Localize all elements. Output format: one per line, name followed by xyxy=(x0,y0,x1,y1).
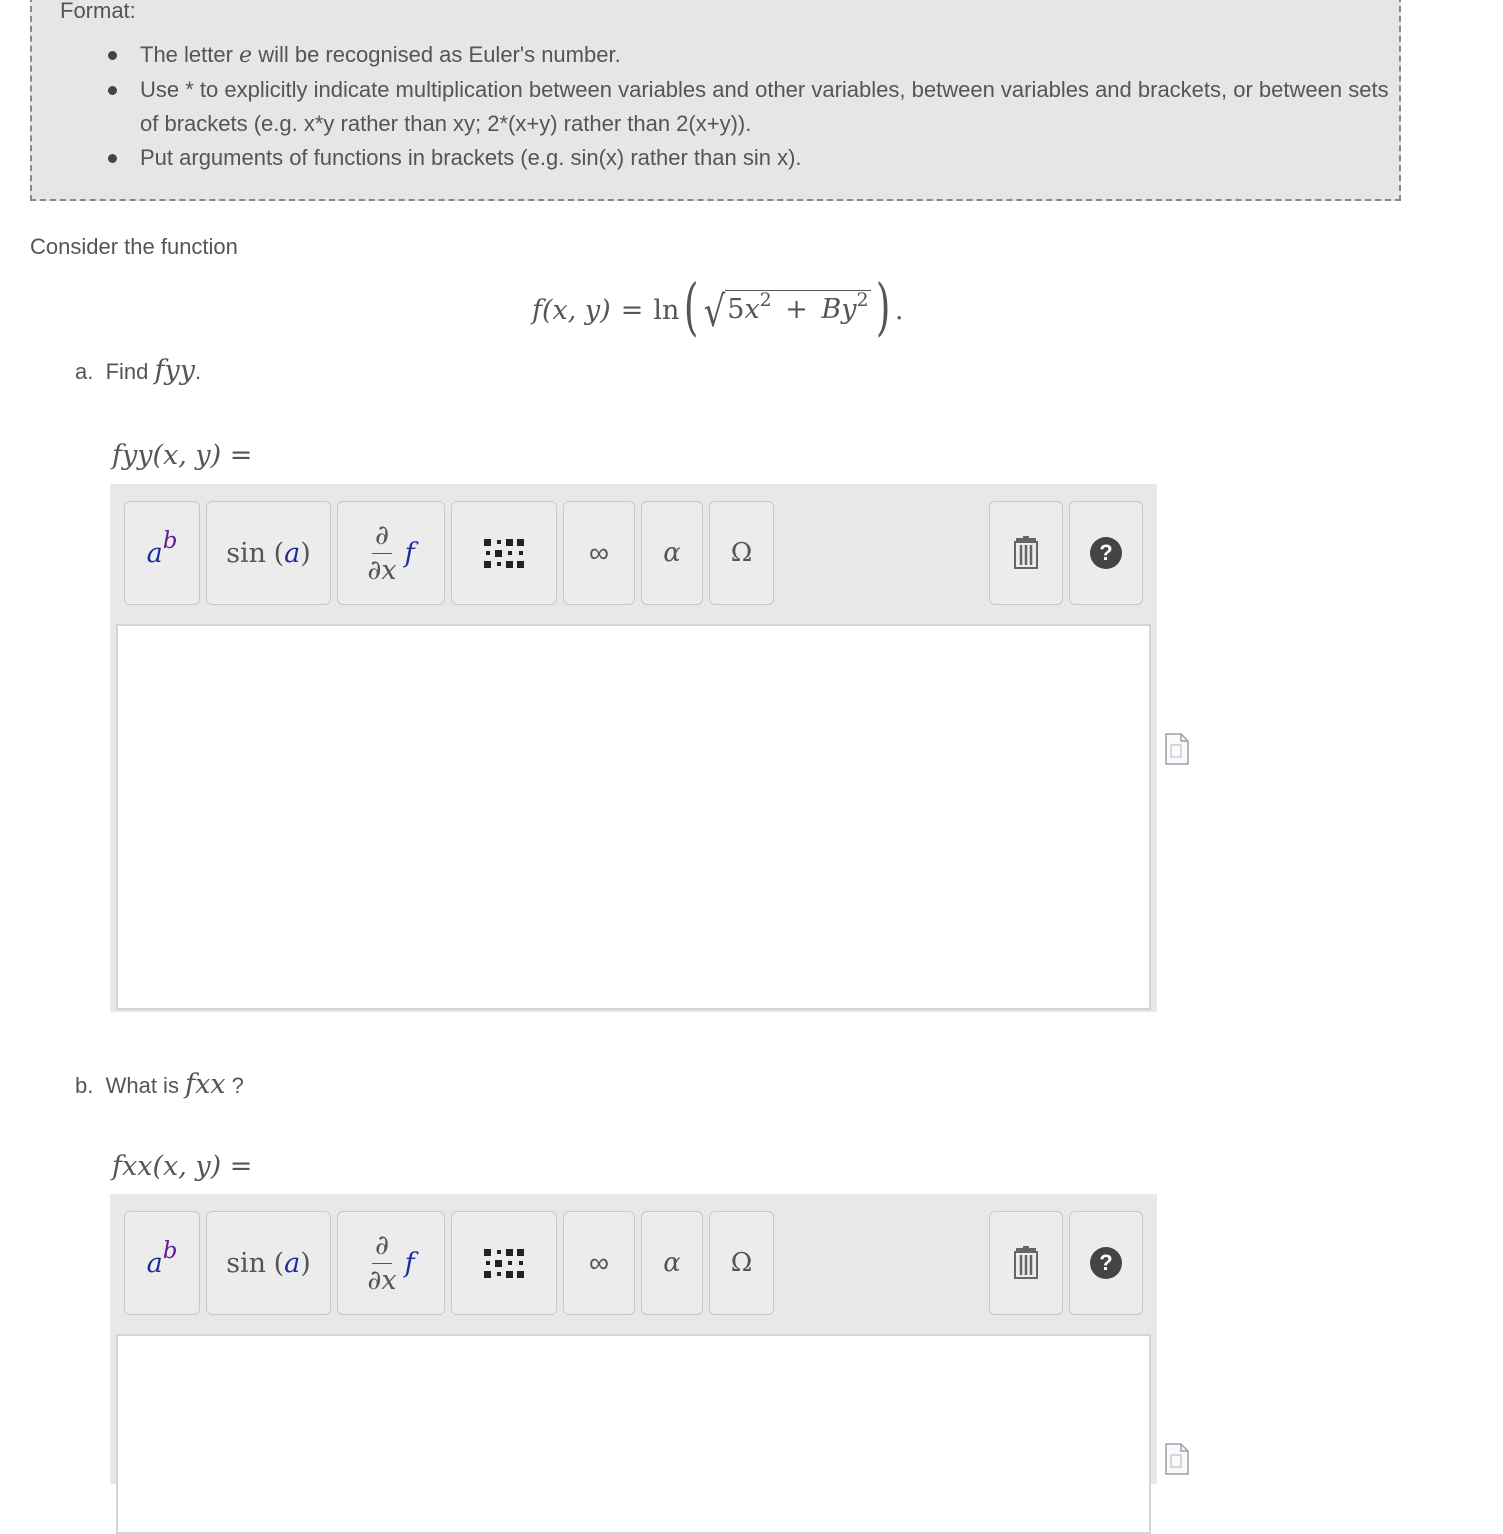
greek-alpha-button[interactable]: α xyxy=(641,501,703,605)
matrix-button[interactable] xyxy=(451,1211,557,1315)
editor-toolbar xyxy=(110,484,1157,624)
function-equation: f(x, y) = ln ( √ $5x^2 + By^2$ ) . xyxy=(532,270,904,343)
document-icon[interactable] xyxy=(1165,733,1189,765)
part-b-prompt: b. What is fxx ? xyxy=(75,1069,244,1100)
infinity-button[interactable]: ∞ xyxy=(563,1211,635,1315)
math-editor-a xyxy=(110,484,1157,1012)
part-a-prompt: a. Find fyy. xyxy=(75,355,202,386)
answer-input-b[interactable] xyxy=(116,1334,1151,1534)
format-title: Format: xyxy=(60,0,136,23)
format-item: The letter e will be recognised as Euler's number. xyxy=(140,38,1390,73)
editor-toolbar xyxy=(110,1194,1157,1334)
format-item: Put arguments of functions in brackets (e.g. sin(x) rather than sin x). xyxy=(140,141,1390,175)
part-a-answer-label: fyy(x, y) = xyxy=(112,440,253,471)
matrix-icon xyxy=(484,1249,524,1278)
symbols-omega-button[interactable]: Ω xyxy=(709,1211,774,1315)
symbols-omega-button[interactable]: Ω xyxy=(709,501,774,605)
power-button[interactable]: a b xyxy=(124,1211,200,1315)
derivative-button[interactable]: $\frac{\partial}{\partial x}$ f xyxy=(337,1211,445,1315)
question-intro: Consider the function xyxy=(30,234,238,259)
part-b-answer-label: fxx(x, y) = xyxy=(112,1151,253,1182)
help-button[interactable] xyxy=(1069,501,1143,605)
sqrt-symbol: √ xyxy=(703,287,726,337)
answer-input-a[interactable] xyxy=(116,624,1151,1010)
format-item: Use * to explicitly indicate multiplication between variables and other variables, between variables and brackets, or between sets of brackets (e.g. x*y rather than xy; 2*(x+y) rather than 2(x+y)). xyxy=(140,73,1390,141)
format-instructions-box xyxy=(30,0,1401,201)
greek-alpha-button[interactable]: α xyxy=(641,1211,703,1315)
help-icon: ? xyxy=(1090,1247,1122,1279)
trig-function-button[interactable]: sin ( a ) xyxy=(206,501,331,605)
trig-function-button[interactable]: sin ( a ) xyxy=(206,1211,331,1315)
matrix-button[interactable] xyxy=(451,501,557,605)
infinity-button[interactable]: ∞ xyxy=(563,501,635,605)
matrix-icon xyxy=(484,539,524,568)
format-list xyxy=(140,38,1390,175)
power-button[interactable]: a b xyxy=(124,501,200,605)
help-button[interactable] xyxy=(1069,1211,1143,1315)
clear-button[interactable] xyxy=(989,501,1063,605)
trash-icon xyxy=(1011,1246,1041,1280)
clear-button[interactable] xyxy=(989,1211,1063,1315)
radicand: $5x^2 + By^2$ xyxy=(727,288,869,325)
math-editor-b xyxy=(110,1194,1157,1484)
trash-icon xyxy=(1011,536,1041,570)
document-icon[interactable] xyxy=(1165,1443,1189,1475)
derivative-button[interactable]: $\frac{\partial}{\partial x}$ f xyxy=(337,501,445,605)
help-icon: ? xyxy=(1090,537,1122,569)
